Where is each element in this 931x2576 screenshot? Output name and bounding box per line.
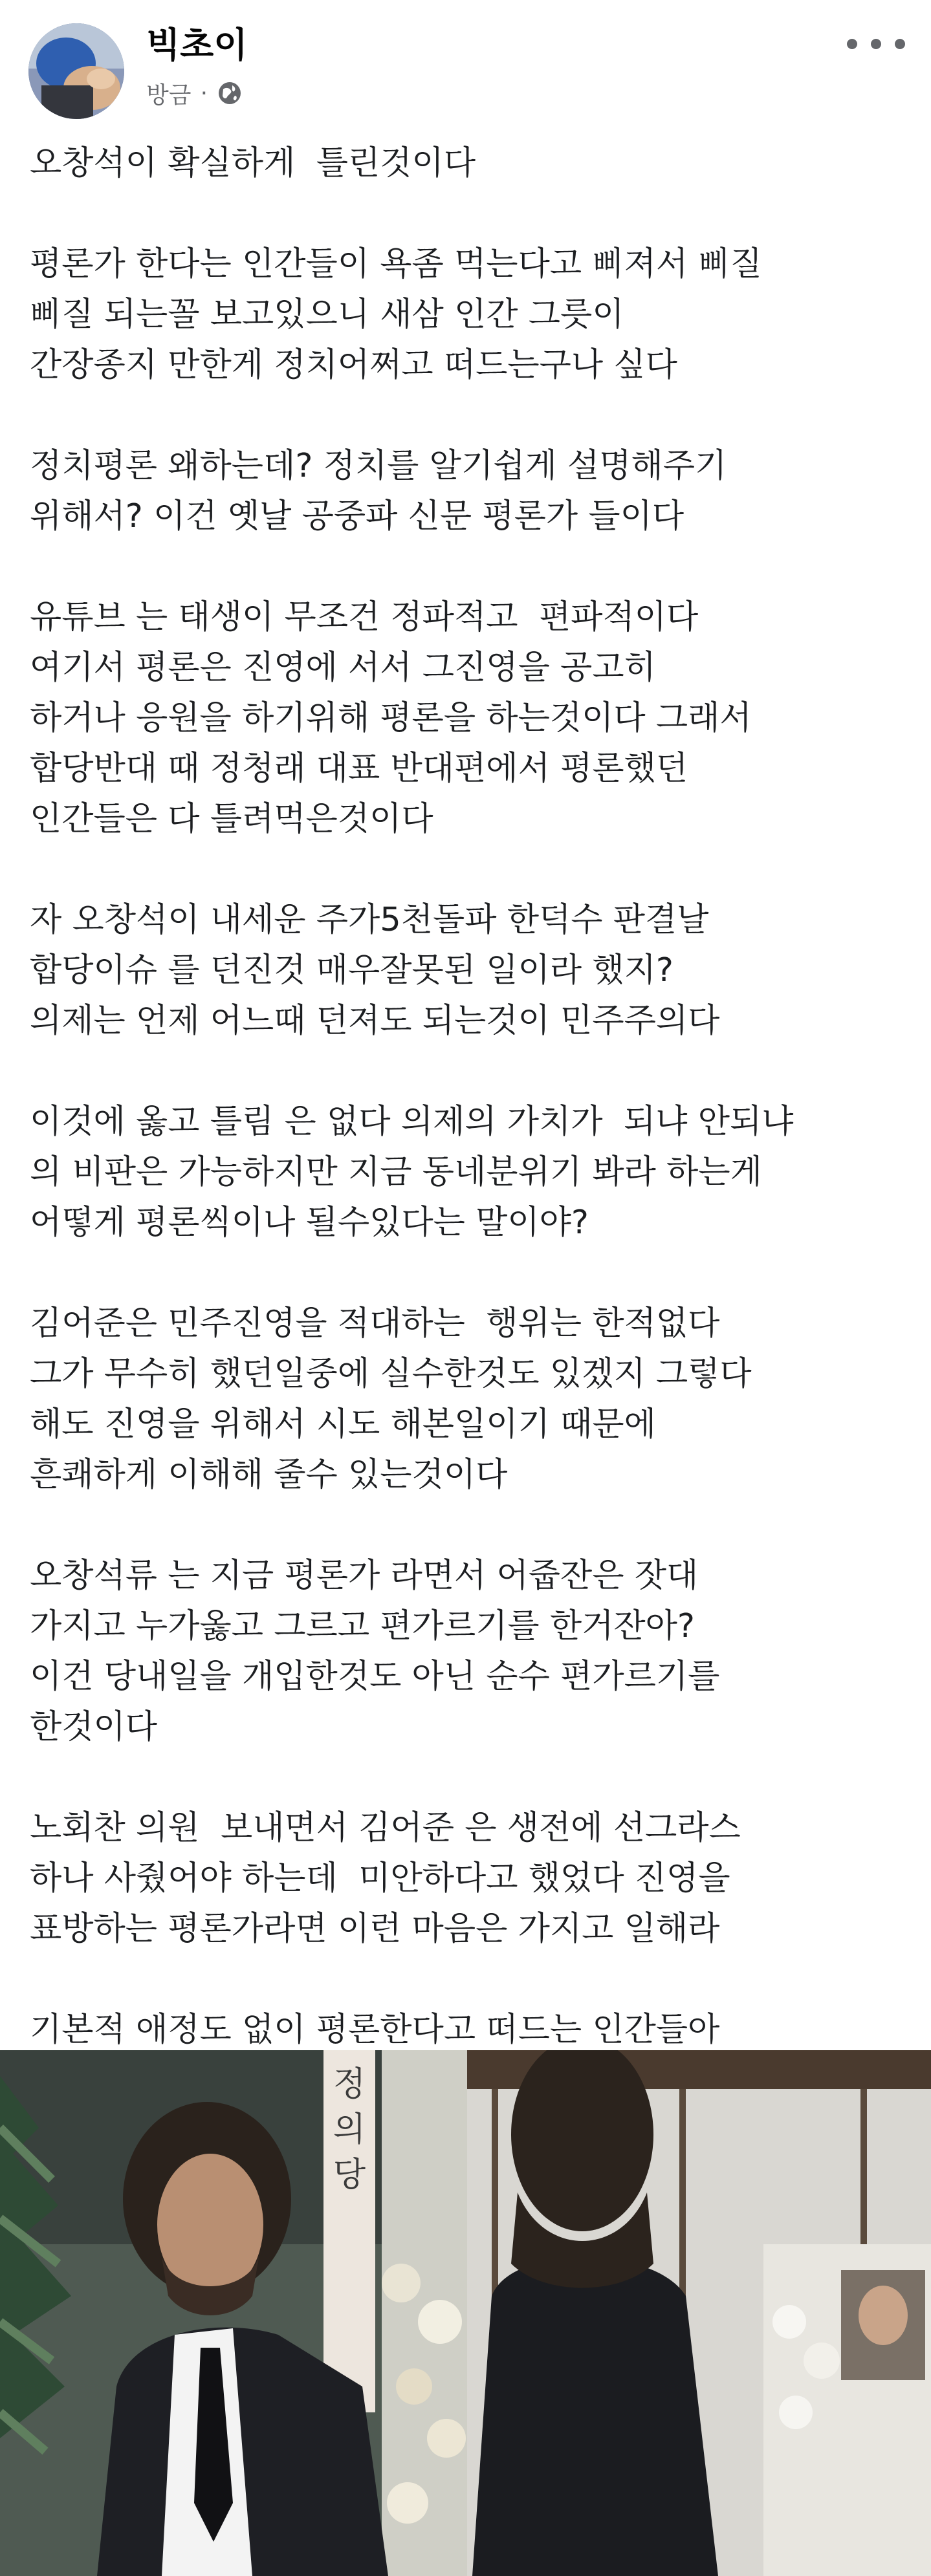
post-line: 기본적 애정도 없이 평론한다고 떠드는 인간들아	[30, 2011, 720, 2049]
svg-text:의: 의	[333, 2110, 366, 2149]
post-line: 한것이다	[30, 1708, 158, 1746]
post-line: 노회찬 의원 보내면서 김어준 은 생전에 선그라스	[30, 1809, 741, 1847]
post-paragraph	[30, 441, 910, 542]
post-line: 정치평론 왜하는데? 정치를 알기쉽게 설명해주기	[30, 447, 727, 485]
post-line: 인간들은 다 틀려먹은것이다	[30, 800, 433, 838]
post-line: 하거나 응원을 하기위해 평론을 하는것이다 그래서	[30, 699, 752, 737]
post-line: 합당이슈 를 던진것 매우잘못된 일이라 했지?	[30, 951, 674, 990]
post-paragraph	[30, 895, 910, 1046]
meta-separator: ·	[200, 80, 208, 107]
post-paragraph	[30, 1299, 910, 1500]
post-line: 어떻게 평론씩이나 될수있다는 말이야?	[30, 1204, 589, 1242]
post-line: 이건 당내일을 개입한것도 아닌 순수 편가르기를	[30, 1658, 720, 1696]
post-line: 표방하는 평론가라면 이런 마음은 가지고 일해라	[30, 1910, 720, 1948]
post-line: 유튜브 는 태생이 무조건 정파적고 편파적이다	[30, 598, 699, 636]
post-line: 흔쾌하게 이해해 줄수 있는것이다	[30, 1456, 508, 1494]
funeral-photo	[0, 2050, 931, 2576]
post-line: 합당반대 때 정청래 대표 반대편에서 평론했던	[30, 750, 688, 788]
post-line: 여기서 평론은 진영에 서서 그진영을 공고히	[30, 649, 656, 687]
post-line: 위해서? 이건 옛날 공중파 신문 평론가 들이다	[30, 497, 685, 536]
post-line: 삐질 되는꼴 보고있으니 새삼 인간 그릇이	[30, 296, 624, 334]
post-paragraph	[30, 1097, 910, 1248]
avatar-image	[28, 23, 124, 119]
post-paragraph	[30, 2005, 910, 2055]
author-name[interactable]: 빅초이	[146, 25, 248, 65]
post-line: 의제는 언제 어느때 던져도 되는것이 민주주의다	[30, 1002, 720, 1040]
post-body	[30, 138, 910, 2106]
post-line: 하나 사줬어야 하는데 미안하다고 했었다 진영을	[30, 1859, 730, 1898]
post-meta	[146, 75, 243, 111]
post-header	[0, 0, 931, 129]
svg-text:당: 당	[333, 2156, 366, 2194]
post-line: 간장종지 만한게 정치어쩌고 떠드는구나 싶다	[30, 346, 677, 384]
more-horizontal-icon	[847, 39, 857, 49]
post-line: 가지고 누가옳고 그르고 편가르기를 한거잔아?	[30, 1607, 695, 1645]
globe-icon[interactable]	[217, 80, 243, 106]
svg-text:정: 정	[333, 2065, 366, 2104]
post-paragraph	[30, 1803, 910, 1954]
post-line: 그가 무수히 했던일중에 실수한것도 있겠지 그렇다	[30, 1355, 752, 1393]
post-time[interactable]: 방금	[146, 81, 192, 109]
post-paragraph	[30, 1551, 910, 1753]
post-paragraph	[30, 138, 910, 189]
post-line: 오창석류 는 지금 평론가 라면서 어줍잔은 잣대	[30, 1557, 699, 1595]
post-line: 평론가 한다는 인간들이 욕좀 먹는다고 삐져서 삐질	[30, 245, 762, 283]
post-line: 해도 진영을 위해서 시도 해본일이기 때문에	[30, 1405, 656, 1444]
post-line: 의 비판은 가능하지만 지금 동네분위기 봐라 하는게	[30, 1153, 762, 1191]
post-paragraph	[30, 592, 910, 845]
more-options-button[interactable]	[847, 25, 905, 63]
post-paragraph	[30, 239, 910, 391]
post-line: 오창석이 확실하게 틀린것이다	[30, 144, 476, 182]
post-line: 이것에 옳고 틀림 은 없다 의제의 가치가 되냐 안되냐	[30, 1103, 794, 1141]
author-avatar[interactable]	[28, 23, 124, 119]
post-line: 자 오창석이 내세운 주가5천돌파 한덕수 판결날	[30, 901, 709, 939]
post-photo[interactable]	[0, 2050, 931, 2576]
post-line: 김어준은 민주진영을 적대하는 행위는 한적없다	[30, 1304, 720, 1343]
